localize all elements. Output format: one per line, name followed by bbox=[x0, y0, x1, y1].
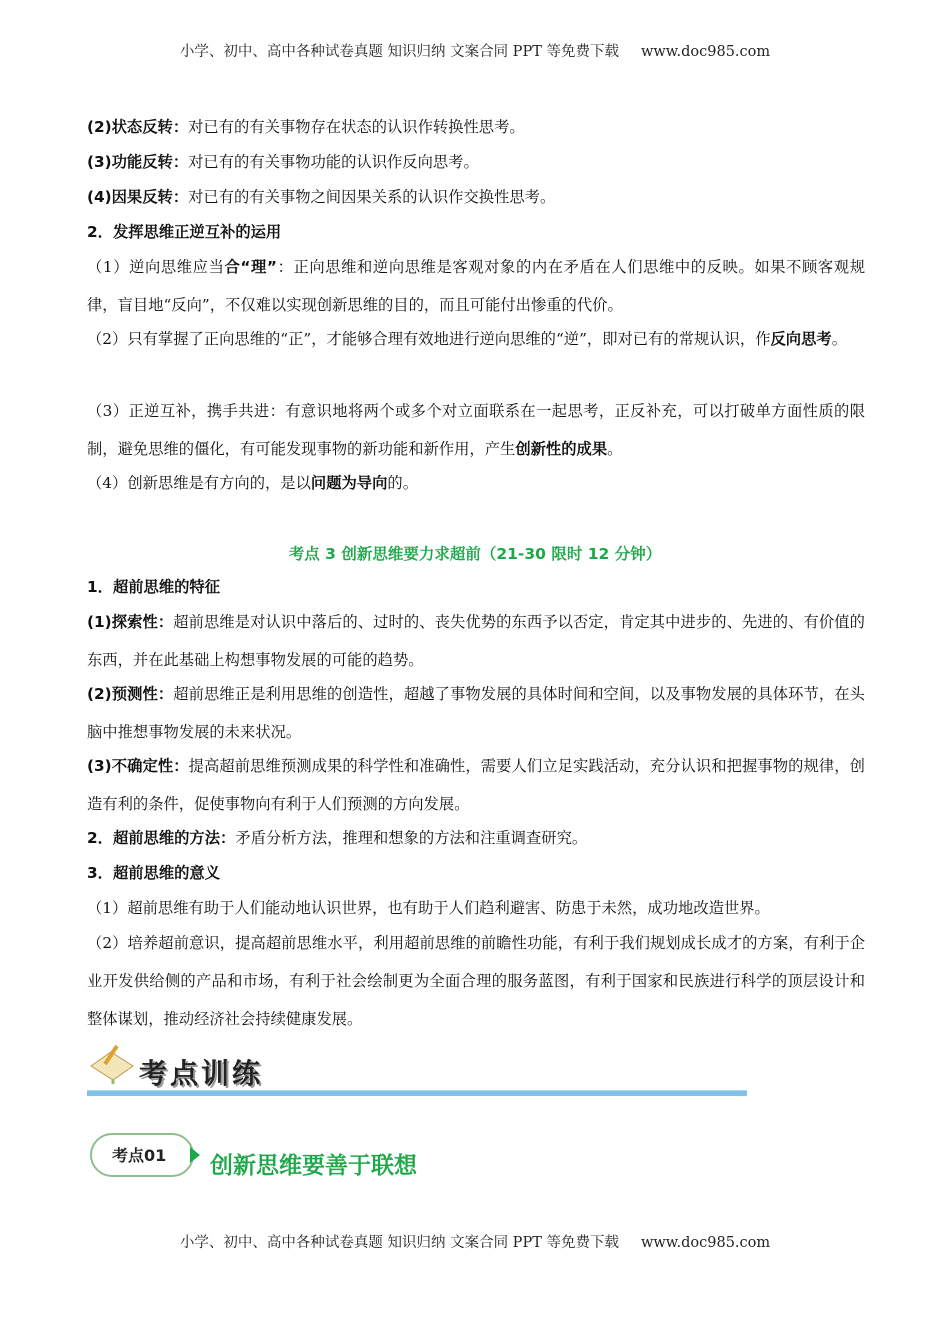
text-run: （1）超前思维有助于人们能动地认识世界，也有助于人们趋利避害、防患于未然，成功地改造世界。 bbox=[87, 899, 770, 917]
text-run: 超前思维是对认识中落后的、过时的、丧失优势的东西予以否定，肯定其中进步的、先进的、有价值的东西，并在此基础上构想事物发展的可能的趋势。 bbox=[87, 613, 865, 669]
text-run: 的。 bbox=[387, 474, 418, 492]
section-title: 考点 3 创新思维要力求超前（21-30 限时 12 分钟） bbox=[288, 545, 662, 563]
training-banner bbox=[87, 1042, 747, 1098]
paragraph bbox=[87, 819, 865, 857]
text-run: （4）创新思维是有方向的，是以 bbox=[87, 474, 311, 492]
paragraph bbox=[87, 747, 865, 823]
text-run: 。 bbox=[607, 440, 623, 458]
text-run: 对已有的有关事物之间因果关系的认识作交换性思考。 bbox=[188, 188, 556, 206]
paragraph bbox=[87, 213, 865, 251]
footer-url[interactable]: www.doc985.com bbox=[640, 1235, 771, 1251]
bold-text: (3)功能反转： bbox=[87, 153, 189, 171]
bold-text: 3．超前思维的意义 bbox=[87, 864, 221, 882]
banner-title: 考点训练 bbox=[139, 1057, 264, 1090]
banner-divider bbox=[87, 1090, 747, 1096]
text-run: （2）只有掌握了正向思维的“正”，才能够合理有效地进行逆向思维的“逆”，即对已有的常规认识，作 bbox=[87, 330, 771, 348]
header-text: 小学、初中、高中各种试卷真题 知识归纳 文案合同 PPT 等免费下载 bbox=[179, 44, 619, 60]
bold-text: 2．超前思维的方法： bbox=[87, 829, 236, 847]
text-run: 对已有的有关事物存在状态的认识作转换性思考。 bbox=[188, 118, 525, 136]
topic-badge bbox=[90, 1133, 198, 1177]
paragraph bbox=[87, 464, 865, 502]
footer-text: 小学、初中、高中各种试卷真题 知识归纳 文案合同 PPT 等免费下载 bbox=[179, 1235, 619, 1251]
paragraph bbox=[87, 568, 865, 606]
paragraph bbox=[87, 143, 865, 181]
paragraph bbox=[87, 675, 865, 751]
bold-text: 反向思考 bbox=[770, 330, 832, 348]
bold-text: 合“理” bbox=[224, 258, 277, 276]
paragraph bbox=[87, 603, 865, 679]
paragraph bbox=[87, 854, 865, 892]
paragraph bbox=[87, 248, 865, 324]
text-run: 。 bbox=[831, 330, 848, 348]
paragraph bbox=[87, 108, 865, 146]
text-run: （2）培养超前意识，提高超前思维水平，利用超前思维的前瞻性功能，有利于我们规划成长成才的方案，有利于企业开发供给侧的产品和市场，有利于社会绘制更为全面合理的服务蓝图，有利于国家和民族进行科学的顶层设计和整体谋划，推动经济社会持续健康发展。 bbox=[87, 934, 865, 1028]
bold-text: 问题为导向 bbox=[310, 474, 388, 492]
badge-label: 考点01 bbox=[112, 1146, 167, 1165]
bold-text: 1．超前思维的特征 bbox=[87, 578, 221, 596]
topic-title: 创新思维要善于联想 bbox=[210, 1153, 417, 1179]
bold-text: (2)状态反转： bbox=[87, 118, 189, 136]
bold-text: (1)探索性： bbox=[87, 613, 174, 631]
arrow-right-icon bbox=[190, 1147, 200, 1163]
bold-text: (4)因果反转： bbox=[87, 188, 189, 206]
bold-text: (2)预测性： bbox=[87, 685, 174, 703]
book-pencil-icon bbox=[87, 1042, 135, 1086]
page-header bbox=[0, 40, 950, 61]
text-run: ：正向思维和逆向思维是客观对象的内在矛盾在人们思维中的反映。如果不顾客观规律，盲目地“反向”，不仅难以实现创新思维的目的，而且可能付出惨重的代价。 bbox=[87, 258, 865, 314]
text-run: （3）正逆互补，携手共进：有意识地将两个或多个对立面联系在一起思考，正反补充，可以打破单方面性质的限制，避免思维的僵化，有可能发现事物的新功能和新作用，产生 bbox=[87, 402, 865, 458]
paragraph bbox=[87, 392, 865, 468]
text-run: 提高超前思维预测成果的科学性和准确性，需要人们立足实践活动，充分认识和把握事物的规律，创造有利的条件，促使事物向有利于人们预测的方向发展。 bbox=[87, 757, 865, 813]
bold-text: 创新性的成果 bbox=[515, 440, 608, 458]
paragraph bbox=[87, 320, 865, 358]
bold-text: 2．发挥思维正逆互补的运用 bbox=[87, 223, 282, 241]
text-run: 矛盾分析方法，推理和想象的方法和注重调查研究。 bbox=[235, 829, 588, 847]
text-run: （1）逆向思维应当 bbox=[87, 258, 225, 276]
text-run: 对已有的有关事物功能的认识作反向思考。 bbox=[188, 153, 479, 171]
paragraph bbox=[87, 889, 865, 927]
paragraph bbox=[87, 178, 865, 216]
header-url[interactable]: www.doc985.com bbox=[640, 44, 771, 60]
bold-text: (3)不确定性： bbox=[87, 757, 189, 775]
paragraph bbox=[87, 924, 865, 1038]
text-run: 超前思维正是利用思维的创造性，超越了事物发展的具体时间和空间，以及事物发展的具体环节，在头脑中推想事物发展的未来状况。 bbox=[87, 685, 865, 741]
page-footer bbox=[0, 1231, 950, 1252]
